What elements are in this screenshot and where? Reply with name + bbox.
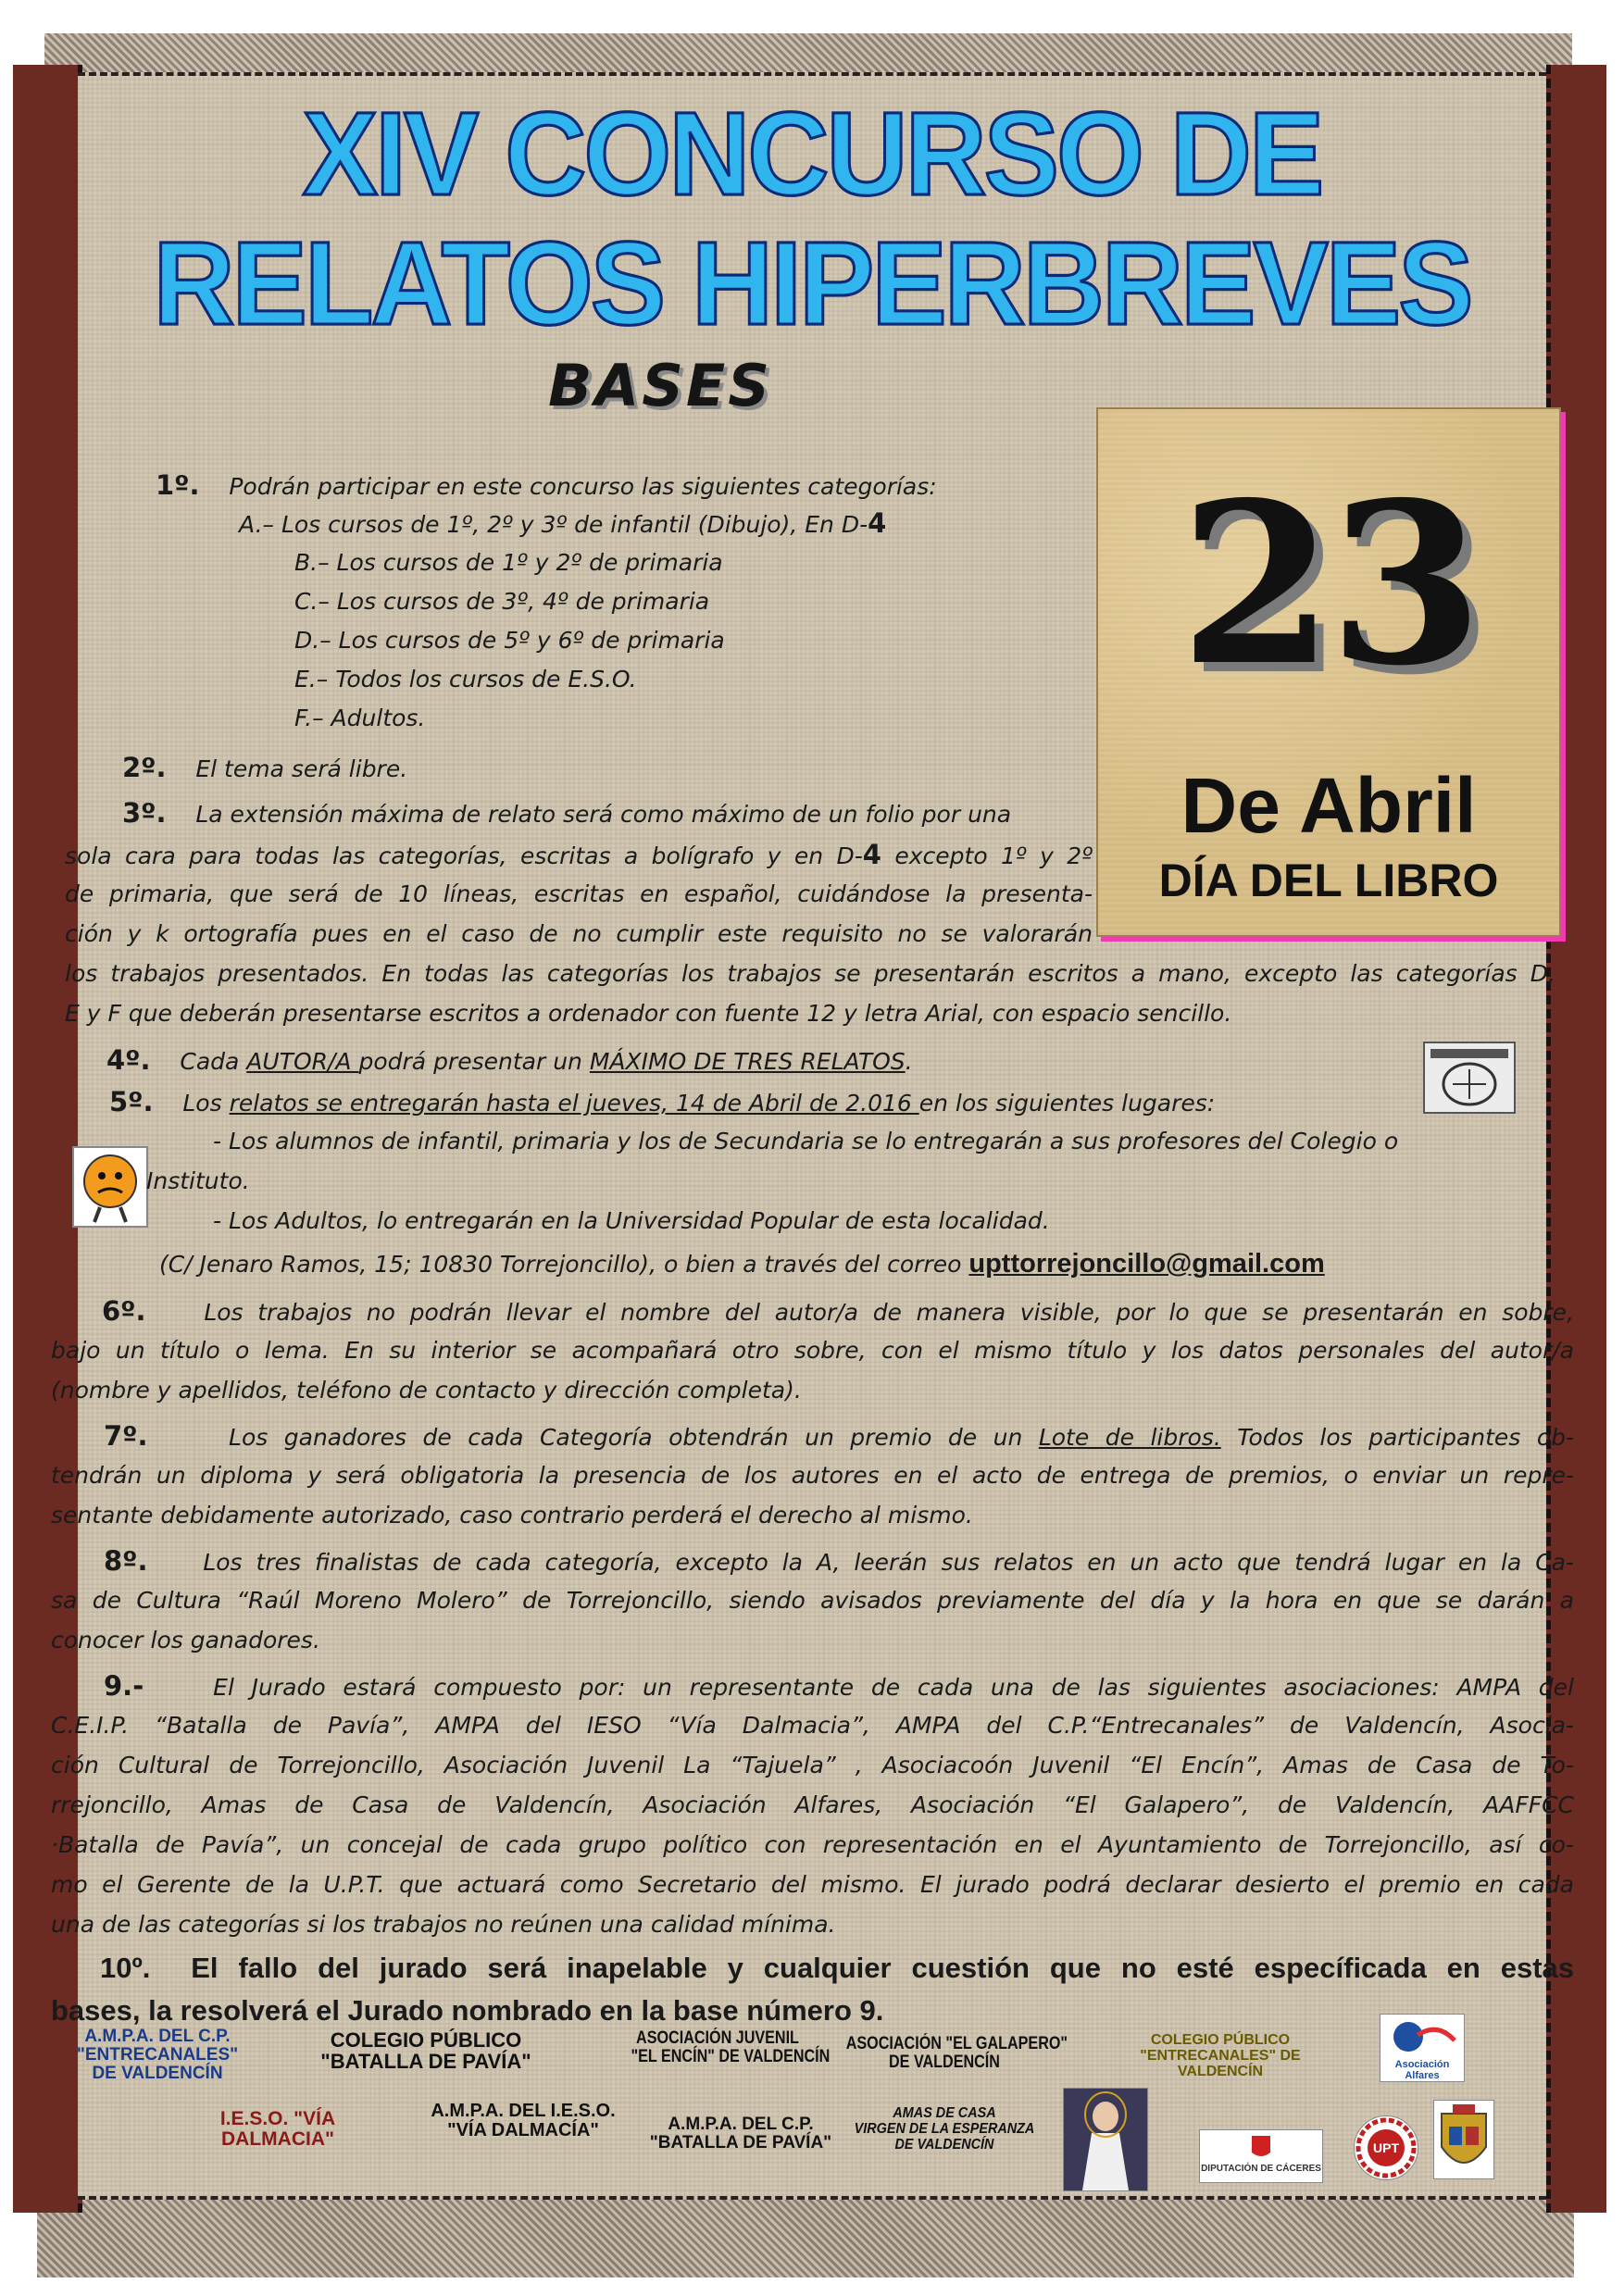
bases-subtitle: BASES xyxy=(548,352,772,419)
rule-text: El Jurado estará compuesto por: un representante de cada una de las siguientes asociaciones: AMPA del xyxy=(213,1674,1574,1701)
sponsor-line: "BATALLA DE PAVÍA" xyxy=(649,2132,832,2152)
rule-9-line-2: C.E.I.P. “Batalla de Pavía”, AMPA del IESO “Vía Dalmacia”, AMPA del C.P.“Entrecanales” de Valdencín, Asocia- xyxy=(51,1712,1574,1739)
rule-text: podrá presentar un xyxy=(358,1048,590,1075)
rule-6-line-3: (nombre y apellidos, teléfono de contacto y dirección completa). xyxy=(51,1377,802,1404)
category-c: C.– Los cursos de 3º, 4º de primaria xyxy=(294,588,710,615)
rule-8-line-3: conocer los ganadores. xyxy=(51,1627,320,1653)
rule-text: Los tres finalistas de cada categoría, excepto la A, leerán sus relatos en un acto que tendrá lugar en la Ca- xyxy=(203,1549,1574,1576)
rule-text: El fallo del jurado será inapelable y cualquier cuestión que no esté específicada en estas xyxy=(191,1952,1574,1984)
title-line-1: XIV CONCURSO DE xyxy=(302,87,1322,220)
rule-2 xyxy=(122,748,407,789)
rule-text-underlined: AUTOR/A xyxy=(246,1048,359,1075)
rule-9-line-3: ción Cultural de Torrejoncillo, Asociación Juvenil La “Tajuela” , Asociacoón Juvenil “El Encín”, Amas de Casa de To- xyxy=(51,1752,1574,1778)
rule-text: . xyxy=(905,1048,913,1075)
rule-9-line-6: mo el Gerente de la U.P.T. que actuará como Secretario del mismo. El jurado podrá declarar desierto el premio en cada xyxy=(51,1871,1574,1898)
rule-3 xyxy=(122,793,1011,834)
rule-number: 10º. xyxy=(100,1952,151,1984)
sponsor-ampa-batalla-pavia xyxy=(648,2115,833,2152)
rule-number: 8º. xyxy=(104,1545,148,1577)
rule-text: Todos los participantes ob- xyxy=(1220,1424,1575,1451)
rule-number: 1º. xyxy=(156,469,200,501)
rule-3-line-4: ción y k ortografía pues en el caso de no cumplir este requisito no se valorarán xyxy=(65,920,1093,947)
rule-6 xyxy=(102,1292,1574,1332)
rule-text: Los xyxy=(182,1090,230,1117)
virgin-image xyxy=(1063,2088,1148,2191)
rule-7-line-3: sentante debidamente autorizado, caso contrario perderá el derecho al mismo. xyxy=(51,1502,973,1529)
sponsor-line: DE VALDENCÍN xyxy=(894,2136,994,2152)
rule-10 xyxy=(100,1947,1574,1990)
sponsor-line: DE VALDENCÍN xyxy=(92,2063,223,2083)
sponsor-line: "ENTRECANALES" xyxy=(76,2044,239,2065)
sponsor-colegio-entrecanales xyxy=(1128,2033,1313,2079)
category-d: D.– Los cursos de 5º y 6º de primaria xyxy=(294,627,725,654)
category-f: F.– Adultos. xyxy=(294,705,426,731)
rule-10-line-2: bases, la resolverá el Jurado nombrado en la base número 9. xyxy=(51,1994,884,2027)
rule-number: 4º. xyxy=(106,1044,151,1076)
school-emblem-image xyxy=(1423,1042,1516,1114)
rule-text: Podrán participar en este concurso las siguientes categorías: xyxy=(229,473,937,500)
category-a-text: A.– Los cursos de 1º, 2º y 3º de infantil (Dibujo), En D- xyxy=(239,511,868,538)
sponsor-line: VALDENCÍN xyxy=(1177,2063,1264,2079)
date-month: De Abril xyxy=(1181,762,1477,849)
rule-5-line-2: - Los alumnos de infantil, primaria y los de Secundaria se lo entregarán a sus profesores del Colegio o xyxy=(213,1128,1399,1154)
sponsor-line: "BATALLA DE PAVÍA" xyxy=(320,2050,531,2074)
rule-3-line-6: E y F que deberán presentarse escritos a ordenador con fuente 12 y letra Arial, con espacio sencillo. xyxy=(65,1000,1232,1027)
upt-logo-label: UPT xyxy=(1373,2140,1399,2155)
sponsor-asociacion-juvenil-encin xyxy=(631,2028,831,2066)
category-a-number: 4 xyxy=(868,507,887,539)
rule-3-line-3: de primaria, que será de 10 líneas, escritas en español, cuidándose la presenta- xyxy=(65,880,1093,907)
torrejoncillo-coat-of-arms xyxy=(1433,2100,1494,2179)
sponsor-colegio-batalla-pavia xyxy=(310,2029,542,2072)
rule-text: sola cara para todas las categorías, escritas a bolígrafo y en D- xyxy=(65,842,863,869)
sponsor-line: I.E.S.O. "VÍA xyxy=(219,2108,336,2129)
sponsor-line: A.M.P.A. DEL I.E.S.O. xyxy=(431,2101,616,2121)
rule-number: 9.- xyxy=(104,1670,144,1702)
sponsor-line: AMAS DE CASA xyxy=(893,2105,996,2121)
sponsor-line: ASOCIACIÓN JUVENIL xyxy=(636,2028,799,2048)
rule-text: excepto 1º y 2º xyxy=(881,842,1093,869)
rule-text: en los siguientes lugares: xyxy=(918,1090,1216,1117)
rule-3-line-2 xyxy=(65,835,1093,876)
date-day: 23 xyxy=(1180,454,1478,715)
rule-text: Los ganadores de cada Categoría obtendrán un premio de un xyxy=(229,1424,1039,1451)
diputacion-caceres-logo xyxy=(1199,2129,1323,2183)
sponsor-line: VIRGEN DE LA ESPERANZA xyxy=(854,2120,1035,2137)
alfares-logo-label: Asociación Alfares xyxy=(1394,2059,1450,2081)
rule-number: 7º. xyxy=(104,1420,148,1452)
sponsor-ampa-ieso xyxy=(412,2102,634,2140)
sponsor-line: COLEGIO PÚBLICO xyxy=(1150,2032,1291,2048)
smiley-icon xyxy=(72,1146,148,1228)
rule-number: 5º. xyxy=(109,1086,154,1117)
sponsor-line: DALMACIA" xyxy=(221,2128,334,2151)
sponsor-line: DE VALDENCÍN xyxy=(889,2052,1000,2072)
title-line-2: RELATOS HIPERBREVES xyxy=(153,217,1471,350)
sponsor-ampa-entrecanales xyxy=(69,2028,245,2083)
rule-6-line-2: bajo un título o lema. En su interior se acompañará otro sobre, con el mismo título y los datos personales del autor/a xyxy=(51,1337,1574,1364)
alfares-logo xyxy=(1380,2014,1465,2082)
rule-text: El tema será libre. xyxy=(195,755,408,782)
sponsor-amas-de-casa xyxy=(853,2106,1036,2152)
rule-9-line-4: rrejoncillo, Amas de Casa de Valdencín, Asociación Alfares, Asociación “El Galapero”, de Valdencín, AAFFCC xyxy=(51,1791,1574,1818)
category-b: B.– Los cursos de 1º y 2º de primaria xyxy=(294,549,723,576)
diputacion-caceres-label: DIPUTACIÓN DE CÁCERES xyxy=(1201,2164,1321,2174)
rule-8-line-2: sa de Cultura “Raúl Moreno Molero” de Torrejoncillo, siendo avisados previamente del día y la hora en que se darán a xyxy=(51,1587,1574,1614)
category-a xyxy=(239,504,886,544)
rule-5 xyxy=(109,1082,1215,1123)
rule-number-inline: 4 xyxy=(862,839,881,870)
rule-number: 2º. xyxy=(122,752,167,783)
rule-text-underlined: relatos se entregarán hasta el jueves, 14 de Abril de 2.016 xyxy=(229,1090,919,1117)
rule-text: (C/ Jenaro Ramos, 15; 10830 Torrejoncillo), o bien a través del correo xyxy=(159,1251,969,1278)
rule-7 xyxy=(104,1416,1574,1457)
sponsor-line: COLEGIO PÚBLICO xyxy=(330,2028,522,2052)
rule-9 xyxy=(104,1666,1574,1707)
rule-7-line-2: tendrán un diploma y será obligatoria la presencia de los autores en el acto de entrega de premios, o enviar un repre- xyxy=(51,1462,1574,1489)
rule-text: Los trabajos no podrán llevar el nombre del autor/a de manera visible, por lo que se presentarán en sobre, xyxy=(204,1299,1575,1326)
rule-8 xyxy=(104,1541,1574,1582)
contact-email-link[interactable]: upttorrejoncillo@gmail.com xyxy=(968,1249,1325,1279)
rule-text: La extensión máxima de relato será como máximo de un folio por una xyxy=(195,801,1012,828)
category-e: E.– Todos los cursos de E.S.O. xyxy=(294,666,637,693)
sponsor-ieso-via-dalmacia xyxy=(199,2109,356,2150)
sponsor-asociacion-galapero xyxy=(845,2034,1068,2072)
sponsor-line: "ENTRECANALES" DE xyxy=(1140,2047,1301,2064)
rule-9-line-7: una de las categorías si los trabajos no reúnen una calidad mínima. xyxy=(51,1911,836,1938)
upt-logo xyxy=(1354,2115,1418,2180)
rule-5-line-4: - Los Adultos, lo entregarán en la Universidad Popular de esta localidad. xyxy=(213,1207,1050,1234)
sponsor-line: A.M.P.A. DEL C.P. xyxy=(84,2027,231,2046)
rule-text: Cada xyxy=(180,1048,247,1075)
date-box xyxy=(1096,407,1561,937)
rule-number: 6º. xyxy=(102,1295,146,1327)
rule-5-line-5 xyxy=(159,1244,1325,1284)
rule-1 xyxy=(156,466,937,506)
sponsor-line: "EL ENCÍN" DE VALDENCÍN xyxy=(631,2046,831,2066)
rule-text-underlined: MÁXIMO DE TRES RELATOS xyxy=(589,1048,906,1075)
rule-5-line-3: Instituto. xyxy=(146,1167,250,1194)
sponsor-line: ASOCIACIÓN "EL GALAPERO" xyxy=(845,2034,1068,2053)
sponsor-line: A.M.P.A. DEL C.P. xyxy=(668,2115,814,2134)
rule-text-underlined: Lote de libros. xyxy=(1038,1424,1221,1451)
date-event: DÍA DEL LIBRO xyxy=(1158,855,1499,906)
sponsor-line: "VÍA DALMACÍA" xyxy=(447,2120,599,2140)
rule-number: 3º. xyxy=(122,797,167,829)
rule-3-line-5: los trabajos presentados. En todas las categorías los trabajos se presentarán escritos a mano, excepto las categorías D, xyxy=(65,960,1555,987)
rule-9-line-5: ·Batalla de Pavía”, un concejal de cada grupo político con representación en el Ayuntamiento de Torrejoncillo, así co- xyxy=(51,1831,1574,1858)
rule-4 xyxy=(106,1041,913,1081)
